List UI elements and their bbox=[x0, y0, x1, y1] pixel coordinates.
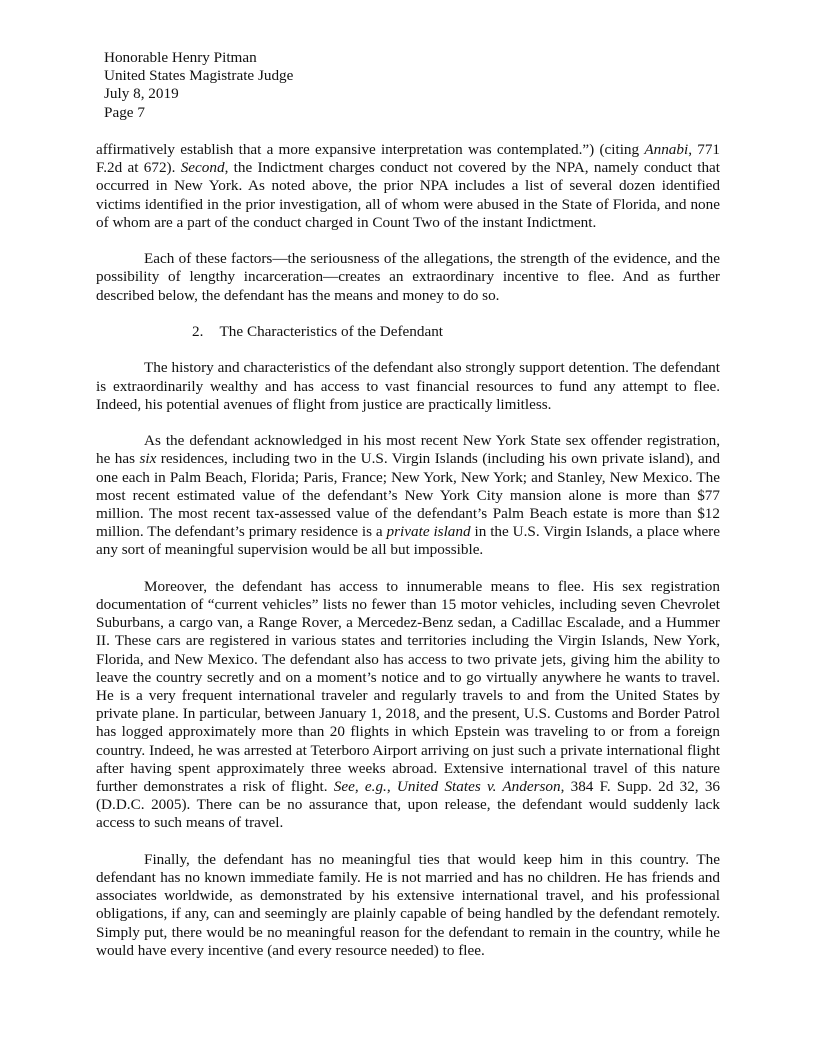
paragraph-history-characteristics bbox=[96, 359, 720, 414]
text-run: Moreover, the defendant has access to innumerable means to flee. His sex registration documentation of “current vehicles” lists no fewer than 15 motor vehicles, including seven Chevrolet Suburbans, a cargo van, a Range Rover, a Mercedez-Benz sedan, a Cadillac Escalade, and a Hummer II. These cars are registered in various states and territories including the Virgin Islands, New York, Florida, and New Mexico. The defendant also has access to two private jets, giving him the ability to leave the country secretly and on a moment’s notice and to go virtually anywhere he wants to travel. He is a very frequent international traveler and regularly travels to and from the United States by private plane. In particular, between January 1, 2018, and the present, U.S. Customs and Border Patrol has logged approximately more than 20 flights in which Epstein was traveling to or from a foreign country. Indeed, he was arrested at Teterboro Airport arriving on just such a private international flight after having spent approximately three weeks abroad. Extensive international travel of this nature further demonstrates a risk of flight. bbox=[96, 577, 720, 796]
paragraph-continuation bbox=[96, 141, 720, 232]
text-run: , 771 F.2d at 672). bbox=[96, 141, 721, 177]
addressee-title: United States Magistrate Judge bbox=[104, 67, 294, 85]
text-run: Each of these factors—the seriousness of the allegations, the strength of the evidence, and the possibility of lengthy incarceration—creates an extraordinary incentive to flee. And as further described below, the defendant has the means and money to do so. bbox=[96, 250, 720, 304]
paragraph-means-to-flee bbox=[96, 578, 720, 833]
section-heading bbox=[96, 323, 720, 341]
letter-header bbox=[104, 49, 504, 122]
text-run: Finally, the defendant has no meaningful ties that would keep him in this country. The defendant has no known immediate family. He is not married and has no children. He has friends and associates worldwide, as demonstrated by his extensive international travel, and his professional obligations, if any, can and seemingly are plainly capable of being handled by the defendant remotely. Simply put, there would be no meaningful reason for the defendant to remain in the country, while he would have every incentive (and every resource needed) to flee. bbox=[96, 850, 720, 959]
section-number: 2. bbox=[192, 323, 204, 340]
italic-text-run: See bbox=[333, 778, 355, 796]
section-title: The Characteristics of the Defendant bbox=[219, 323, 444, 340]
text-run: in the U.S. Virgin Islands, a place where any sort of meaningful supervision would be all but impossible. bbox=[96, 523, 720, 559]
text-run: residences, including two in the U.S. Virgin Islands (including his own private island), and one each in Palm Beach, Florida; Paris, France; New York, New York; and Stanley, New Mexico. The most recent estimated value of the defendant’s New York City mansion alone is more than $77 million. The most recent tax-assessed value of the defendant’s Palm Beach estate is more than $12 million. The defendant’s primary residence is a bbox=[96, 450, 720, 541]
italic-text-run: private island bbox=[386, 523, 471, 541]
paragraph-no-ties bbox=[96, 851, 720, 960]
italic-text-run: Second bbox=[180, 159, 225, 177]
paragraph-residences bbox=[96, 432, 720, 559]
italic-text-run: Annabi bbox=[644, 141, 689, 158]
text-run: affirmatively establish that a more expansive interpretation was contemplated.”) (citing bbox=[96, 141, 645, 158]
text-run: , 384 F. Supp. 2d 32, 36 (D.D.C. 2005). There can be no assurance that, upon release, the defendant would suddenly lack access to such means of travel. bbox=[96, 778, 721, 832]
italic-text-run: six bbox=[139, 450, 157, 468]
document-body bbox=[96, 141, 720, 978]
italic-text-run: e.g. bbox=[364, 778, 387, 796]
text-run: , the Indictment charges conduct not covered by the NPA, namely conduct that occurred in New York. As noted above, the prior NPA includes a list of several dozen identified victims identified in the prior investigation, all of whom were abused in the State of Florida, and none of whom are a part of the conduct charged in Count Two of the instant Indictment. bbox=[96, 159, 720, 231]
text-run: As the defendant acknowledged in his most recent New York State sex offender registration, he has bbox=[96, 432, 720, 468]
addressee-name: Honorable Henry Pitman bbox=[104, 49, 257, 66]
text-run: The history and characteristics of the defendant also strongly support detention. The defendant is extraordinarily wealthy and has access to vast financial resources to fund any attempt to flee. Indeed, his potential avenues of flight from justice are practically limitless. bbox=[96, 359, 720, 413]
paragraph-flight-incentive bbox=[96, 250, 720, 305]
italic-text-run: United States v. Anderson bbox=[396, 778, 561, 796]
letter-date: July 8, 2019 bbox=[104, 85, 179, 103]
text-run: , bbox=[386, 778, 397, 796]
page-number: Page 7 bbox=[104, 103, 145, 121]
text-run: , bbox=[354, 778, 365, 796]
